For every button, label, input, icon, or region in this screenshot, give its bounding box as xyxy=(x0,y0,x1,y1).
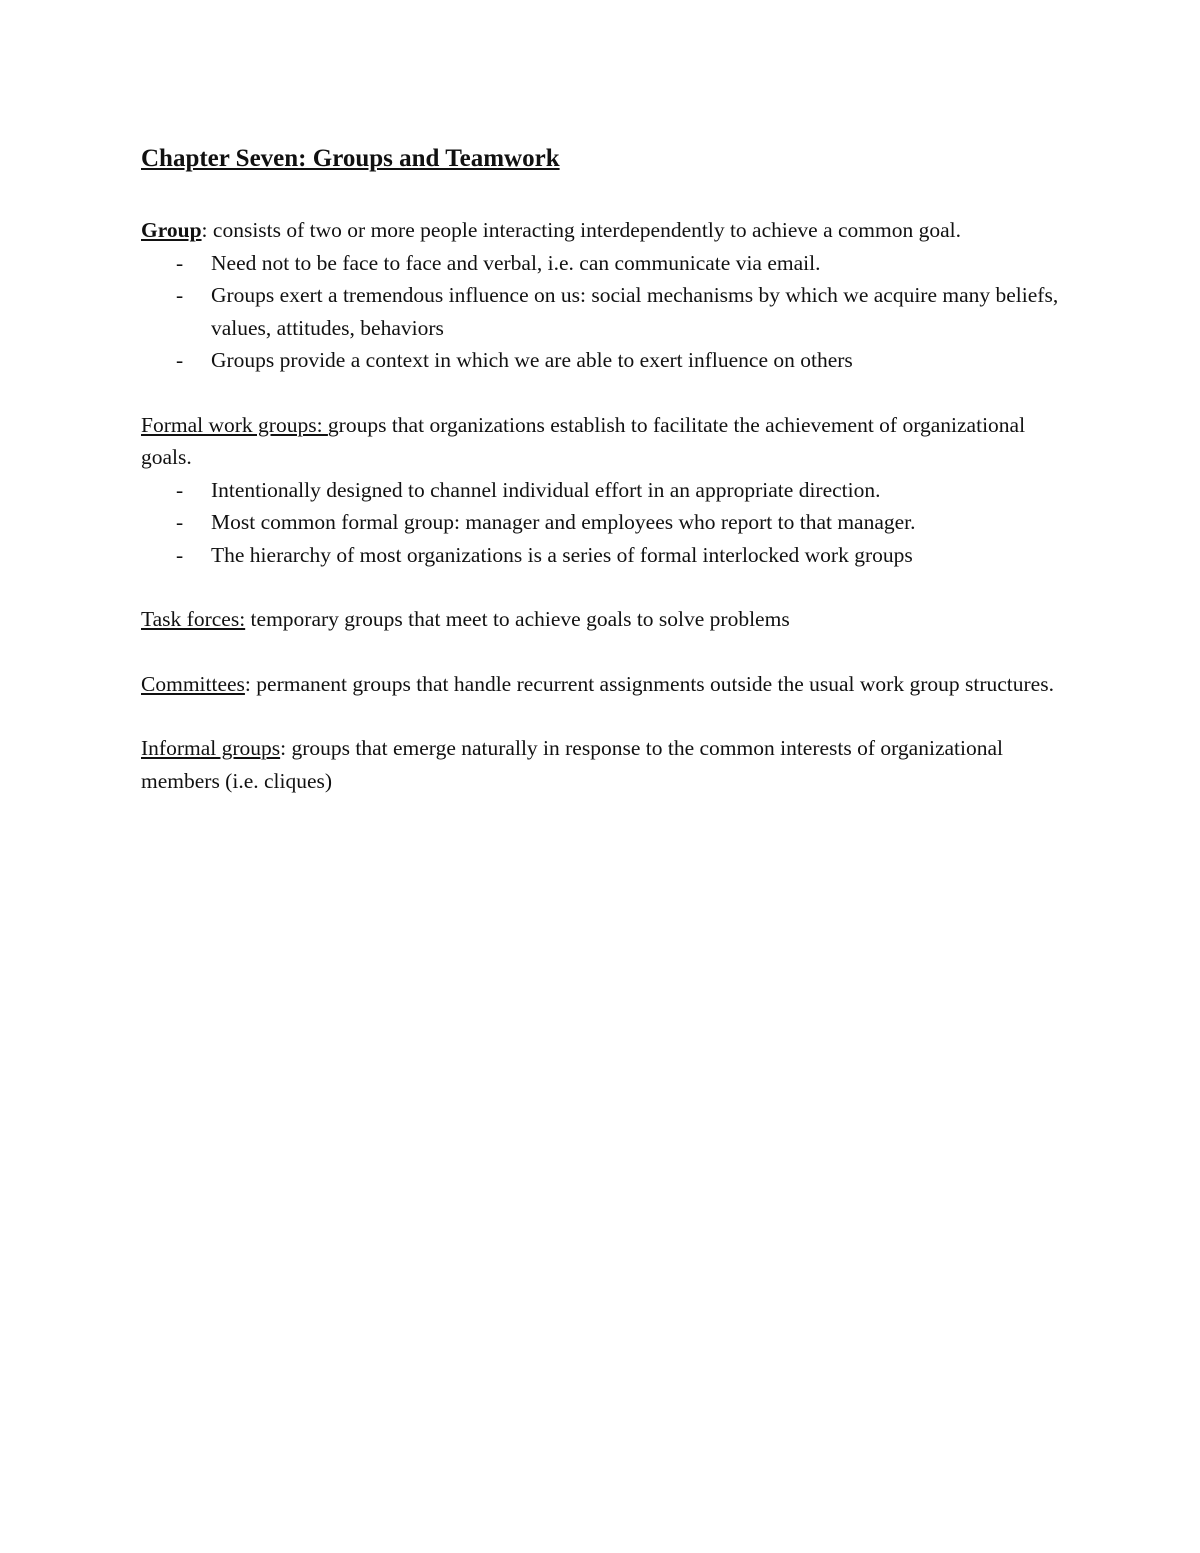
bullet-list xyxy=(141,474,1061,572)
section-formal-work-groups xyxy=(141,409,1061,572)
definition-paragraph xyxy=(141,214,1061,247)
term-formal-work-groups: Formal work groups: xyxy=(141,412,328,437)
list-item: - Most common formal group: manager and employees who report to that manager. xyxy=(211,506,1061,539)
list-item: - Groups exert a tremendous influence on us: social mechanisms by which we acquire many beliefs, values, attitudes, behaviors xyxy=(211,279,1061,344)
definition-text: groups that emerge naturally in response to the common interests of organizational members (i.e. cliques) xyxy=(141,736,1003,793)
list-item: - Groups provide a context in which we are able to exert influence on others xyxy=(211,344,1061,377)
term-informal-groups: Informal groups xyxy=(141,736,281,760)
definition-paragraph xyxy=(141,409,1061,474)
definition-text: groups that organizations establish to facilitate the achievement of organizational goals. xyxy=(141,412,1026,469)
term-task-forces: Task forces: xyxy=(141,607,246,631)
definition-paragraph xyxy=(141,603,1061,636)
list-item: - Intentionally designed to channel individual effort in an appropriate direction. xyxy=(211,474,1061,507)
bullet-list xyxy=(141,247,1061,377)
term-suffix: : xyxy=(280,736,287,760)
definition-text: permanent groups that handle recurrent assignments outside the usual work group structures. xyxy=(250,671,1054,696)
section-committees xyxy=(141,668,1061,701)
term-committees: Committees xyxy=(141,671,245,696)
section-group xyxy=(141,214,1061,377)
definition-paragraph xyxy=(141,732,1061,797)
list-item: - Need not to be face to face and verbal, i.e. can communicate via email. xyxy=(211,247,1061,280)
list-item: - The hierarchy of most organizations is a series of formal interlocked work groups xyxy=(211,539,1061,572)
page-title: Chapter Seven: Groups and Teamwork xyxy=(141,145,560,172)
term-suffix: : xyxy=(201,218,208,242)
section-task-forces xyxy=(141,603,1061,636)
section-informal-groups xyxy=(141,732,1061,797)
term-suffix: : xyxy=(244,671,251,696)
definition-paragraph xyxy=(141,668,1061,701)
term-group: Group xyxy=(141,218,202,242)
definition-text: consists of two or more people interacting interdependently to achieve a common goal. xyxy=(207,218,961,242)
document-body xyxy=(141,141,1061,829)
definition-text: temporary groups that meet to achieve goals to solve problems xyxy=(245,607,790,631)
